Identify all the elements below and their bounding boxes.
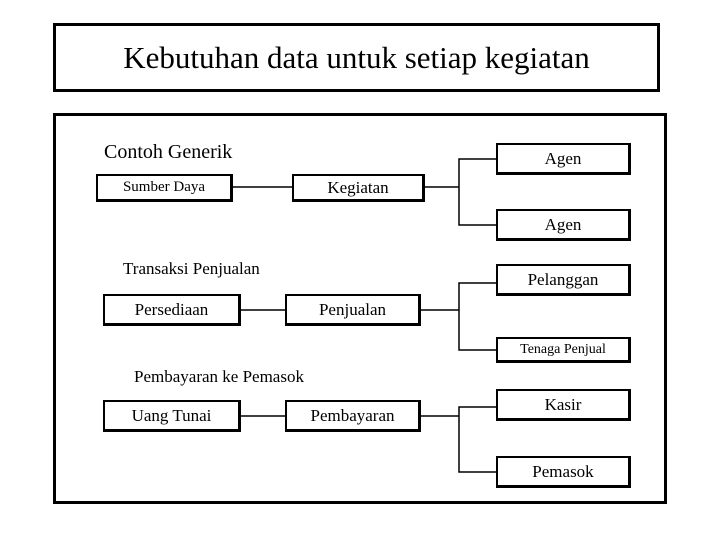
section-heading-payment: Pembayaran ke Pemasok [134,367,304,386]
box-payment-middle: Pembayaran [285,400,421,432]
box-generic-bottom-right: Agen [496,209,631,241]
box-sales-top-right: Pelanggan [496,264,631,296]
connector-payment-branch [459,407,497,472]
box-sales-bottom-right: Tenaga Penjual [496,337,631,363]
box-generic-middle: Kegiatan [292,174,425,202]
box-sales-left: Persediaan [103,294,241,326]
connector-sales-branch [459,283,497,350]
section-heading-generic: Contoh Generik [104,141,233,163]
box-payment-left: Uang Tunai [103,400,241,432]
page-title: Kebutuhan data untuk setiap kegiatan [123,39,590,75]
box-sales-middle: Penjualan [285,294,421,326]
box-payment-bottom-right: Pemasok [496,456,631,488]
box-generic-top-right: Agen [496,143,631,175]
section-heading-sales: Transaksi Penjualan [123,259,260,278]
box-generic-left: Sumber Daya [96,174,233,202]
connector-generic-branch [459,159,497,225]
box-payment-top-right: Kasir [496,389,631,421]
